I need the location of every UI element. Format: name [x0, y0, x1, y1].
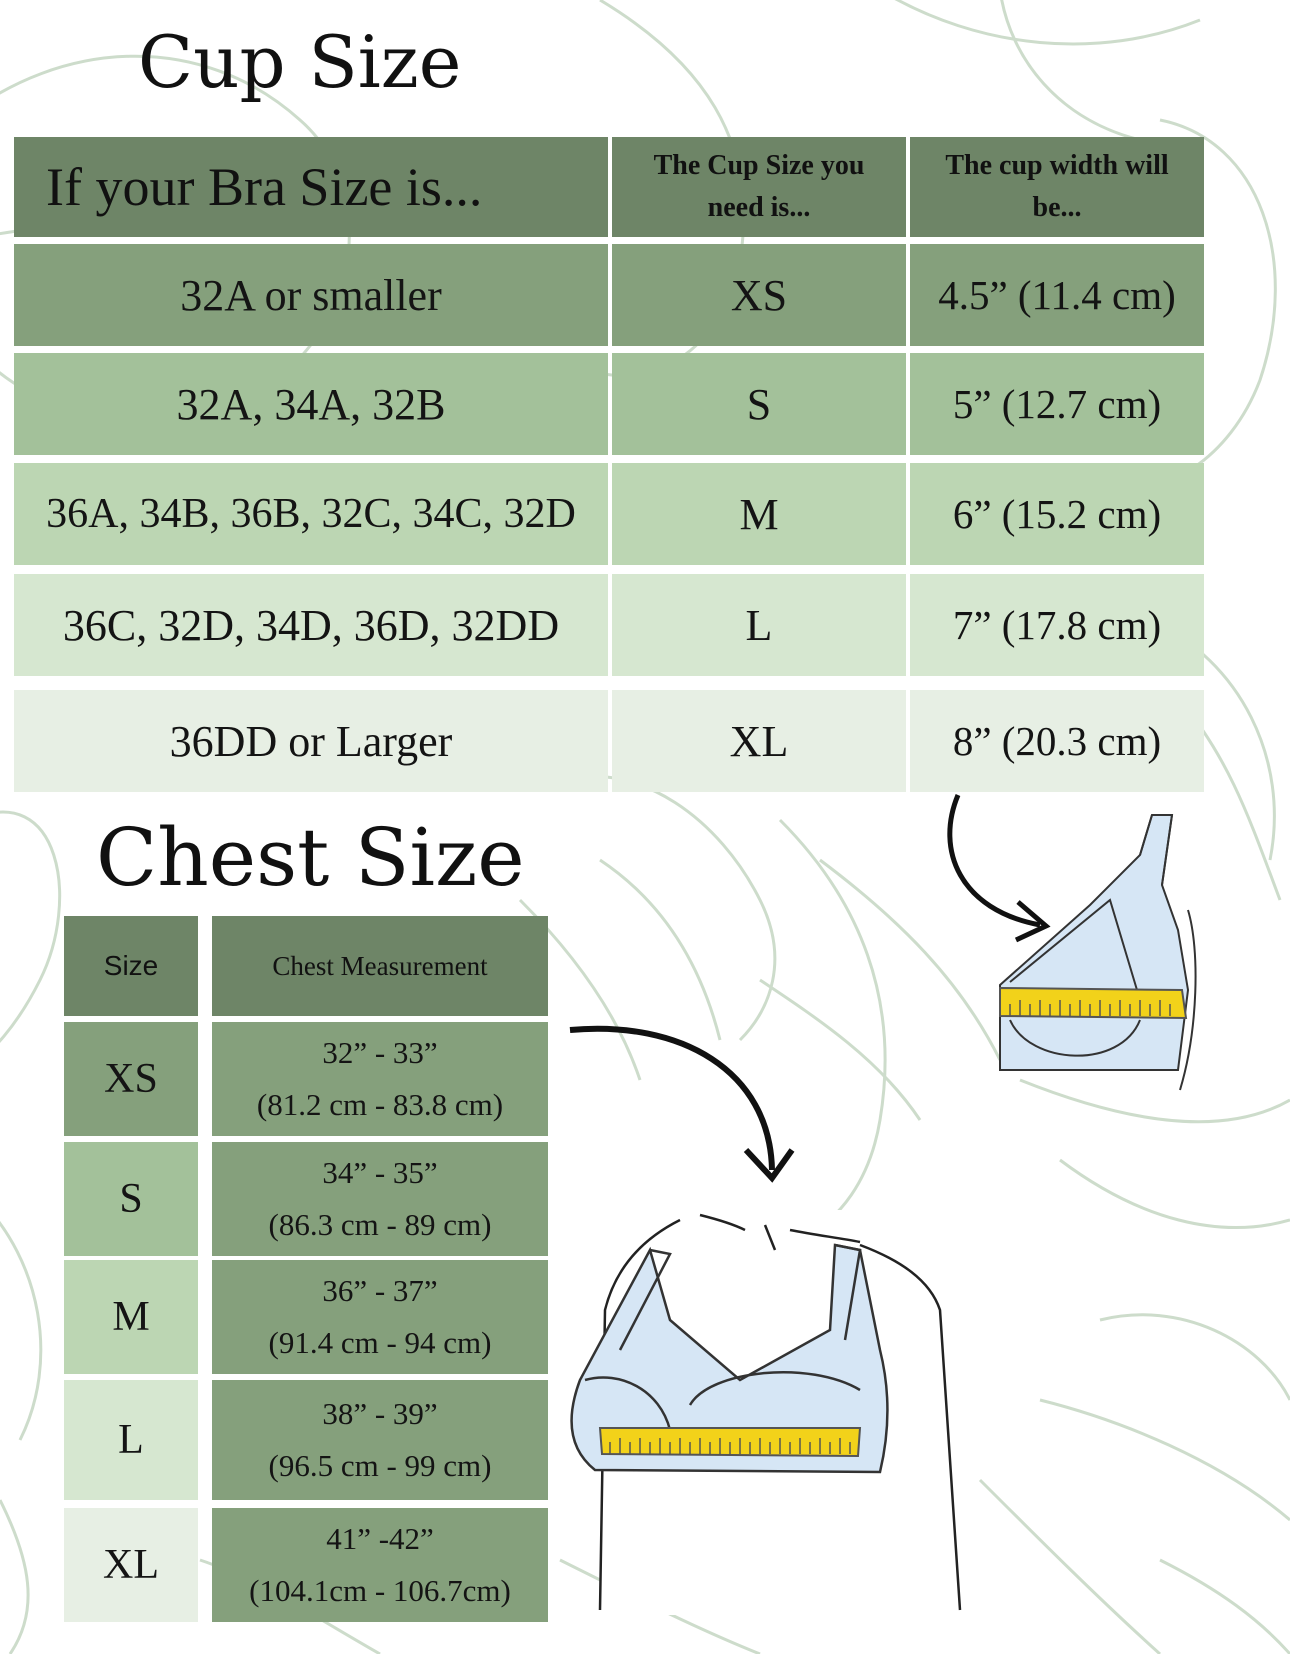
cup-row-size: S — [612, 353, 906, 455]
cup-row-size: XS — [612, 244, 906, 346]
chest-row-size: XL — [64, 1508, 198, 1622]
chest-row-measurement — [212, 1142, 548, 1256]
leaf-outline — [0, 1200, 41, 1654]
cup-row-bra-size: 36C, 32D, 34D, 36D, 32DD — [14, 574, 608, 676]
chest-row-cm: (81.2 cm - 83.8 cm) — [256, 1087, 504, 1122]
chest-measurement-illustration — [560, 1010, 1020, 1625]
chest-row-measurement — [212, 1508, 548, 1622]
leaf-outline — [980, 1480, 1290, 1654]
cup-header-cup-width-line2: be... — [1032, 192, 1082, 223]
chest-header-measurement: Chest Measurement — [212, 916, 548, 1016]
chest-header-size: Size — [64, 916, 198, 1016]
chest-row-cm: (86.3 cm - 89 cm) — [268, 1207, 492, 1242]
cup-header-bra-size — [14, 137, 608, 237]
cup-row-width: 4.5” (11.4 cm) — [910, 244, 1204, 346]
cup-row-size: XL — [612, 690, 906, 792]
chest-size-title: Chest Size — [96, 811, 525, 904]
arrow-curve — [570, 1029, 772, 1170]
chest-row-measurement — [212, 1022, 548, 1136]
cup-row-width: 5” (12.7 cm) — [910, 353, 1204, 455]
leaf-outline — [1040, 1315, 1290, 1520]
chest-row-size: XS — [64, 1022, 198, 1136]
chest-row-inches: 32” - 33” — [322, 1035, 438, 1070]
cup-header-cup-size-line1: The Cup Size you — [653, 150, 865, 181]
chest-row-cm: (91.4 cm - 94 cm) — [268, 1325, 492, 1360]
cup-row-bra-size: 32A or smaller — [14, 244, 608, 346]
chest-row-cm: (96.5 cm - 99 cm) — [268, 1448, 492, 1483]
cup-header-cup-size — [612, 137, 906, 237]
cup-row-width: 6” (15.2 cm) — [910, 463, 1204, 565]
chest-row-measurement — [212, 1260, 548, 1374]
cup-header-bra-size-label: If your Bra Size is... — [46, 157, 483, 217]
leaf-outline — [560, 776, 775, 1040]
measuring-tape — [600, 1428, 860, 1456]
cup-row-width: 7” (17.8 cm) — [910, 574, 1204, 676]
cup-row-size: M — [612, 463, 906, 565]
chest-row-inches: 41” -42” — [326, 1521, 434, 1556]
chest-row-size: S — [64, 1142, 198, 1256]
cup-row-width: 8” (20.3 cm) — [910, 690, 1204, 792]
cup-header-cup-width — [910, 137, 1204, 237]
leaf-outline — [1020, 1080, 1290, 1228]
cup-header-cup-size-line2: need is... — [707, 192, 811, 223]
cup-header-cup-width-line1: The cup width will — [945, 150, 1169, 181]
leaf-outline — [880, 0, 1200, 140]
measuring-tape — [1000, 988, 1186, 1018]
cup-row-size: L — [612, 574, 906, 676]
chest-row-measurement — [212, 1380, 548, 1500]
cup-row-bra-size: 36A, 34B, 36B, 32C, 34C, 32D — [14, 463, 608, 565]
chest-row-inches: 36” - 37” — [322, 1273, 438, 1308]
leaf-outline — [0, 812, 60, 1080]
chest-row-inches: 38” - 39” — [322, 1396, 438, 1431]
cup-row-bra-size: 36DD or Larger — [14, 690, 608, 792]
chest-row-cm: (104.1cm - 106.7cm) — [249, 1573, 511, 1608]
chest-row-inches: 34” - 35” — [322, 1155, 438, 1190]
chest-row-size: M — [64, 1260, 198, 1374]
cup-size-title: Cup Size — [138, 20, 462, 104]
cup-row-bra-size: 32A, 34A, 32B — [14, 353, 608, 455]
chest-row-size: L — [64, 1380, 198, 1500]
